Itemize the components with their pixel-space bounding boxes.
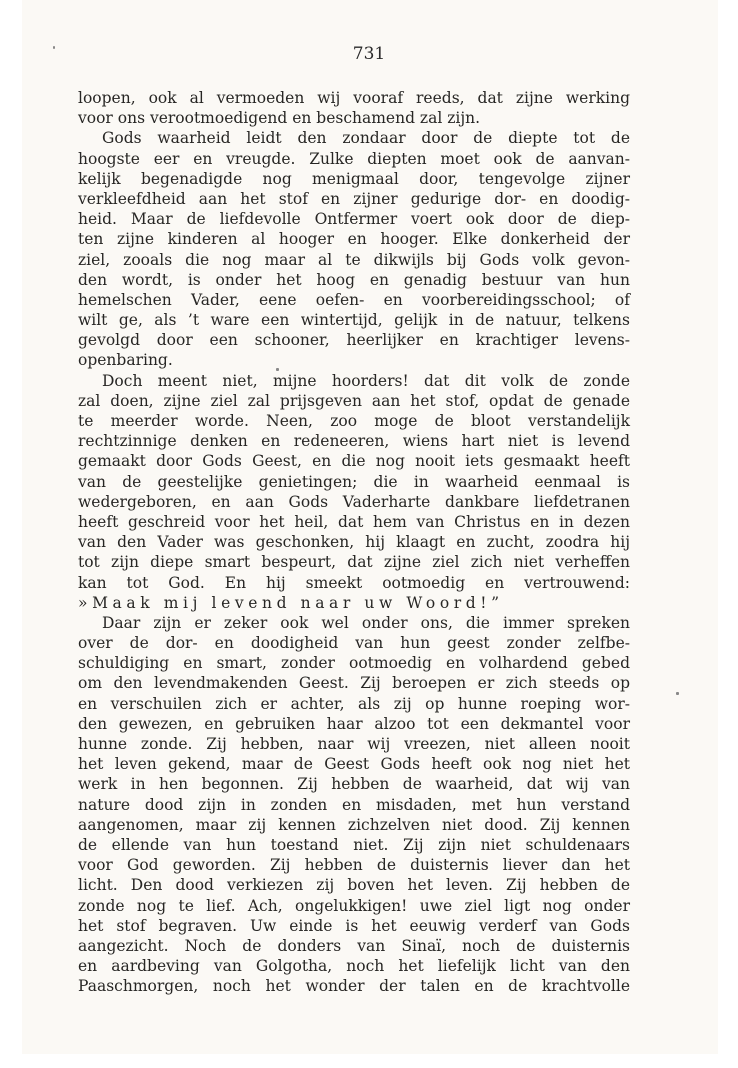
scan-margin-left	[0, 0, 22, 1068]
text-line: van den Vader was geschonken, hij klaagt en zucht, zoodra hij	[78, 533, 630, 552]
text-line: Paaschmorgen, noch het wonder der talen en de krachtvolle	[78, 977, 630, 996]
text-line: ziel, zooals die nog maar al te dikwijls bij Gods volk gevon-	[78, 250, 630, 269]
text-line: zal doen, zijne ziel zal prijsgeven aan het stof, opdat de genade	[78, 391, 630, 410]
text-line: heid. Maar de liefdevolle Ontfermer voert ook door de diep-	[78, 210, 630, 229]
text-line: verkleefdheid aan het stof en zijner gedurige dor- en doodig-	[78, 189, 630, 208]
scan-speck	[676, 692, 679, 695]
text-line: licht. Den dood verkiezen zij boven het leven. Zij hebben de	[78, 876, 630, 895]
text-line: hoogste eer en vreugde. Zulke diepten moet ook de aanvan-	[78, 149, 630, 168]
body-text	[78, 88, 630, 996]
text-line: rechtzinnige denken en redeneeren, wiens hart niet is levend	[78, 432, 630, 451]
text-line: werk in hen begonnen. Zij hebben de waarheid, dat wij van	[78, 775, 630, 794]
text-line: en verschuilen zich er achter, als zij op hunne roeping wor-	[78, 694, 630, 713]
text-line: te meerder worde. Neen, zoo moge de bloot verstandelijk	[78, 412, 630, 430]
text-line: ten zijne kinderen al hooger en hooger. Elke donkerheid der	[78, 230, 630, 249]
text-line: den wordt, is onder het hoog en genadig bestuur van hun	[78, 270, 630, 289]
text-line: hemelschen Vader, eene oefen- en voorbereidingsschool; of	[78, 290, 630, 309]
text-line: heeft geschreid voor het heil, dat hem van Christus en in dezen	[78, 512, 630, 531]
text-line: Daar zijn er zeker ook wel onder ons, die immer spreken	[102, 613, 630, 632]
text-line: schuldiging en smart, zonder ootmoedig en volhardend gebed	[78, 654, 630, 673]
text-line: voor ons verootmoedigend en beschamend zal zijn.	[78, 109, 481, 128]
text-line: voor God geworden. Zij hebben de duisternis liever dan het	[78, 856, 630, 875]
text-line: Doch meent niet, mijne hoorders! dat dit volk de zonde	[102, 371, 630, 390]
scan-margin-bottom	[0, 1054, 738, 1068]
text-line: gevolgd door een schooner, heerlijker en krachtiger levens-	[78, 331, 630, 350]
text-line: de ellende van hun toestand niet. Zij zijn niet schuldenaars	[78, 835, 630, 854]
text-line: kan tot God. En hij smeekt ootmoedig en vertrouwend:	[78, 573, 630, 592]
text-line: Gods waarheid leidt den zondaar door de diepte tot de	[102, 129, 630, 148]
text-line: zonde nog te lief. Ach, ongelukkigen! uwe ziel ligt nog onder	[78, 896, 630, 915]
text-line: het stof begraven. Uw einde is het eeuwig verderf van Gods	[78, 916, 630, 935]
text-line: »Maak mij levend naar uw Woord!”	[78, 593, 504, 612]
text-line: kelijk begenadigde nog menigmaal door, tengevolge zijner	[78, 169, 630, 188]
text-line: nature dood zijn in zonden en misdaden, met hun verstand	[78, 795, 630, 814]
text-line: wedergeboren, en aan Gods Vaderharte dankbare liefdetranen	[78, 492, 630, 511]
text-line: en aardbeving van Golgotha, noch het liefelijk licht van den	[78, 957, 630, 976]
text-line: aangezicht. Noch de donders van Sinaï, noch de duisternis	[78, 936, 630, 955]
text-line: loopen, ook al vermoeden wij vooraf reeds, dat zijne werking	[78, 89, 630, 107]
text-line: den gewezen, en gebruiken haar alzoo tot een dekmantel voor	[78, 714, 630, 733]
text-line: over de dor- en doodigheid van hun geest zonder zelfbe-	[78, 634, 630, 653]
text-line: aangenomen, maar zij kennen zichzelven niet dood. Zij kennen	[78, 815, 630, 834]
text-line: wilt ge, als ’t ware een wintertijd, gelijk in de natuur, telkens	[78, 311, 630, 330]
text-line: gemaakt door Gods Geest, en die nog nooit iets gesmaakt heeft	[78, 452, 630, 471]
text-line: het leven gekend, maar de Geest Gods heeft ook nog niet het	[78, 755, 630, 774]
scan-margin-right	[718, 0, 738, 1068]
text-line: hunne zonde. Zij hebben, naar wij vreezen, niet alleen nooit	[78, 735, 630, 753]
text-line: van de geestelijke genietingen; die in waarheid eenmaal is	[78, 472, 630, 491]
page-number: 731	[352, 44, 386, 64]
text-line: openbaring.	[78, 351, 173, 370]
text-line: om den levendmakenden Geest. Zij beroepen er zich steeds op	[78, 674, 630, 693]
text-line: tot zijn diepe smart bespeurt, dat zijne ziel zich niet verheffen	[78, 553, 630, 572]
